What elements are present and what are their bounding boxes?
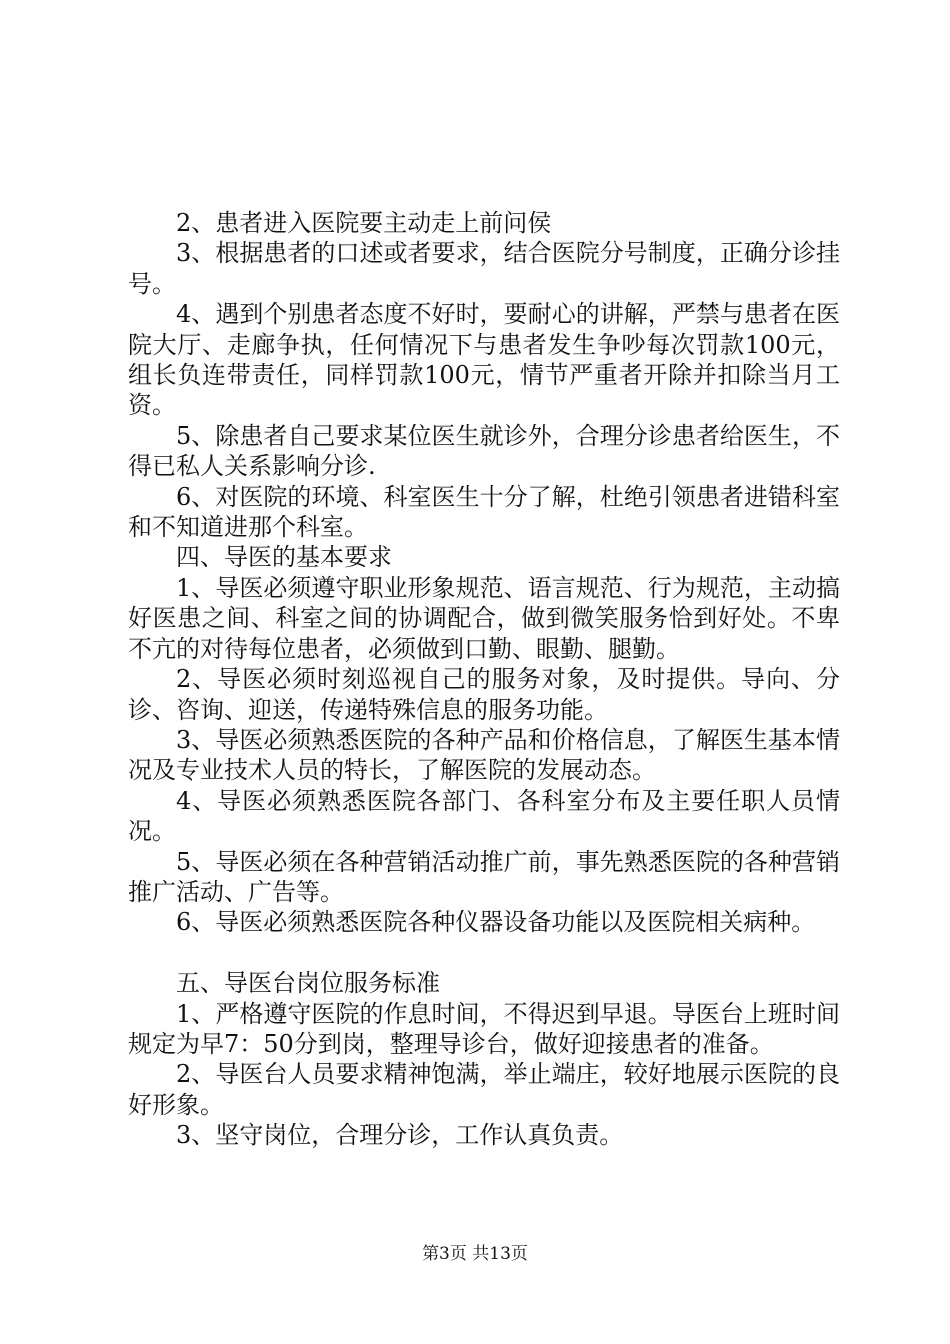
document-body xyxy=(128,208,840,1151)
paragraph-triage-registration: 3、根据患者的口述或者要求，结合医院分号制度，正确分诊挂号。 xyxy=(128,239,840,298)
paragraph-standard-1: 1、严格遵守医院的作息时间，不得迟到早退。导医台上班时间规定为早7：50分到岗，整理导诊台，做好迎接患者的准备。 xyxy=(128,999,840,1058)
paragraph-requirement-6: 6、导医必须熟悉医院各种仪器设备功能以及医院相关病种。 xyxy=(176,908,816,937)
paragraph-standard-2: 2、导医台人员要求精神饱满，举止端庄，较好地展示医院的良好形象。 xyxy=(128,1060,840,1119)
paragraph-greet-patients: 2、患者进入医院要主动走上前问侯 xyxy=(176,209,552,237)
paragraph-requirement-2: 2、导医必须时刻巡视自己的服务对象，及时提供。导向、分诊、咨询、迎送，传递特殊信息的服务功能。 xyxy=(128,665,840,724)
paragraph-requirement-1: 1、导医必须遵守职业形象规范、语言规范、行为规范，主动搞好医患之间、科室之间的协调配合，做到微笑服务恰到好处。不卑不亢的对待每位患者，必须做到口勤、眼勤、腿勤。 xyxy=(128,573,840,663)
blank-line xyxy=(128,938,840,968)
paragraph-patient-attitude: 4、遇到个别患者态度不好时，要耐心的讲解，严禁与患者在医院大厅、走廊争执，任何情况下与患者发生争吵每次罚款100元，组长负连带责任，同样罚款100元，情节严重者开除并扣除当月工资。 xyxy=(128,300,840,420)
page-number-footer: 第3页 共13页 xyxy=(422,1244,528,1264)
paragraph-requirement-4: 4、导医必须熟悉医院各部门、各科室分布及主要任职人员情况。 xyxy=(128,786,840,846)
paragraph-hospital-knowledge: 6、对医院的环境、科室医生十分了解，杜绝引领患者进错科室和不知道进那个科室。 xyxy=(128,482,840,542)
paragraph-requirement-5: 5、导医必须在各种营销活动推广前，事先熟悉医院的各种营销推广活动、广告等。 xyxy=(128,847,840,906)
paragraph-standard-3: 3、坚守岗位，合理分诊，工作认真负责。 xyxy=(176,1121,624,1150)
paragraph-requirement-3: 3、导医必须熟悉医院的各种产品和价格信息，了解医生基本情况及专业技术人员的特长，了解医院的发展动态。 xyxy=(128,725,840,785)
paragraph-doctor-assignment: 5、除患者自己要求某位医生就诊外，合理分诊患者给医生，不得已私人关系影响分诊. xyxy=(128,421,840,481)
section-heading-service-standards: 五、导医台岗位服务标准 xyxy=(176,969,440,998)
section-heading-basic-requirements: 四、导医的基本要求 xyxy=(176,543,392,572)
